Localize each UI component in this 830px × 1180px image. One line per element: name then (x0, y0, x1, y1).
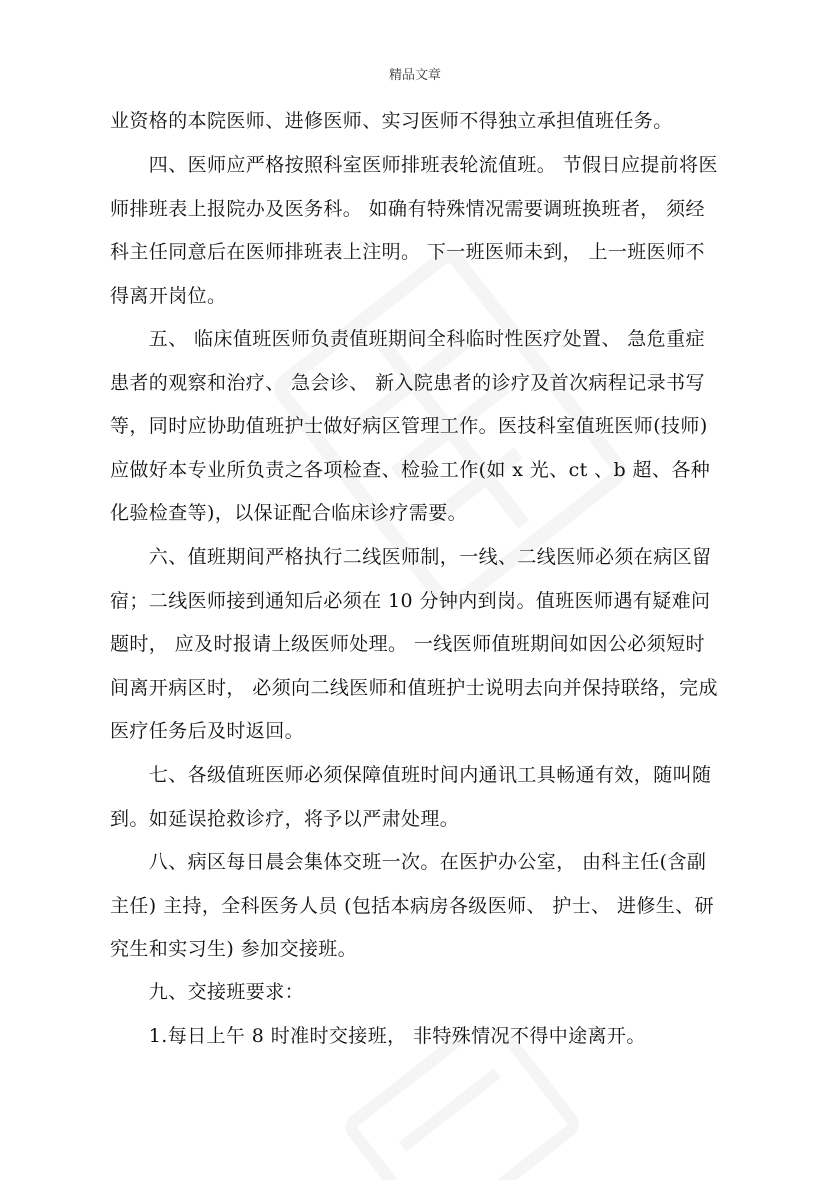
paragraph-section-6: 六、值班期间严格执行二线医师制，一线、二线医师必须在病区留宿；二线医师接到通知后必须在 10 分钟内到岗。值班医师遇有疑难问题时， 应及时报请上级医师处理。 一线医师值班期间如因公必须短时间离开病区时， 必须向二线医师和值班护士说明去向并保持联络，完成医疗任务后及时返回。 (110, 546, 718, 742)
watermark-graphic-bottom (300, 1040, 600, 1180)
paragraph-section-8: 八、病区每日晨会集体交班一次。在医护办公室， 由科主任(含副主任) 主持，全科医务人员 (包括本病房各级医师、 护士、 进修生、研究生和实习生) 参加交接班。 (110, 851, 714, 960)
paragraph-section-4: 四、医师应严格按照科室医师排班表轮流值班。 节假日应提前将医师排班表上报院办及医务科。 如确有特殊情况需要调班换班者， 须经科主任同意后在医师排班表上注明。 下一班医师未到， 上一班医师不得离开岗位。 (110, 154, 718, 307)
page-header: 精品文章 (388, 68, 441, 83)
paragraph-continuation: 业资格的本院医师、进修医师、实习医师不得独立承担值班任务。 (110, 110, 673, 132)
paragraph-section-5: 五、 临床值班医师负责值班期间全科临时性医疗处置、 急危重症患者的观察和治疗、 急会诊、 新入院患者的诊疗及首次病程记录书写等，同时应协助值班护士做好病区管理工作。医技科室值班医师(技师)应做好本专业所负责之各项检查、检验工作(如 x 光、ct 、b 超、各种化验检查等)，以保证配合临床诊疗需要。 (110, 328, 711, 524)
paragraph-item-1: 1.每日上午 8 时准时交接班， 非特殊情况不得中途离开。 (110, 1025, 646, 1047)
paragraph-section-7: 七、各级值班医师必须保障值班时间内通讯工具畅通有效，随叫随到。如延误抢救诊疗，将予以严肃处理。 (110, 764, 712, 830)
paragraph-section-9: 九、交接班要求： (110, 981, 305, 1003)
